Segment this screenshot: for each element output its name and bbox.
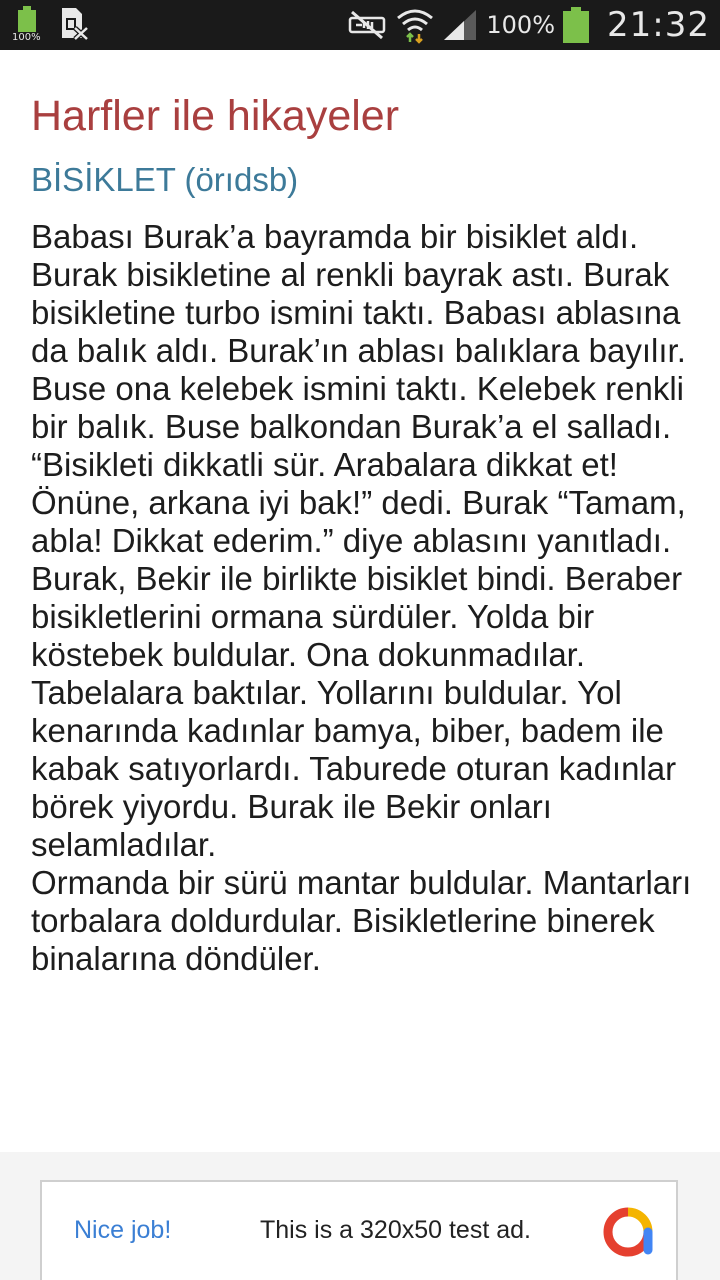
story-content — [31, 50, 701, 978]
mute-icon — [346, 10, 388, 40]
clock: 21:32 — [607, 5, 710, 45]
page-title: Harfler ile hikayeler — [31, 92, 400, 140]
wifi-icon — [396, 6, 434, 44]
battery-icon — [563, 7, 589, 43]
status-bar — [0, 0, 720, 50]
story-body: Babası Burak’a bayramda bir bisiklet aldı. Burak bisikletine al renkli bayrak astı. Burak bisikletine turbo ismini taktı. Babası ablasına da balık aldı. Burak’ın ablası balıklara bayılır. Buse ona kelebek ismini taktı. Kelebek renkli bir balık. Buse balkondan Burak’a el salladı. “Bisikleti dikkatli sür. Arabalara dikkat et! Önüne, arkana iyi bak!” dedi. Burak “Tamam, abla! Dikkat ederim.” diye ablasını yanıtladı. Burak, Bekir ile birlikte bisiklet bindi. Beraber bisikletlerini ormana sürdüler. Yolda bir köstebek buldular. Ona dokunmadılar. Tabelalara baktılar. Yollarını buldular. Yol kenarında kadınlar bamya, biber, badem ile kabak satıyorlardı. Taburede oturan kadınlar börek yiyordu. Burak ile Bekir onları selamladılar. Ormanda bir sürü mantar buldular. Mantarları torbalara doldurdular. Bisikletlerine binerek binalarına döndüler. — [31, 218, 692, 977]
story-title: BİSİKLET (örıdsb) — [31, 161, 299, 198]
ad-area — [0, 1152, 720, 1280]
ad-logo-icon — [602, 1206, 654, 1258]
ad-text: This is a 320x50 test ad. — [260, 1216, 531, 1244]
sim-error-icon — [58, 6, 88, 40]
signal-icon — [442, 8, 478, 42]
battery-percent: 100% — [486, 11, 556, 39]
ad-banner[interactable] — [40, 1180, 678, 1280]
battery-small-label: 100% — [12, 32, 41, 43]
ad-nice-job-label: Nice job! — [74, 1216, 172, 1244]
battery-icon — [12, 6, 41, 43]
